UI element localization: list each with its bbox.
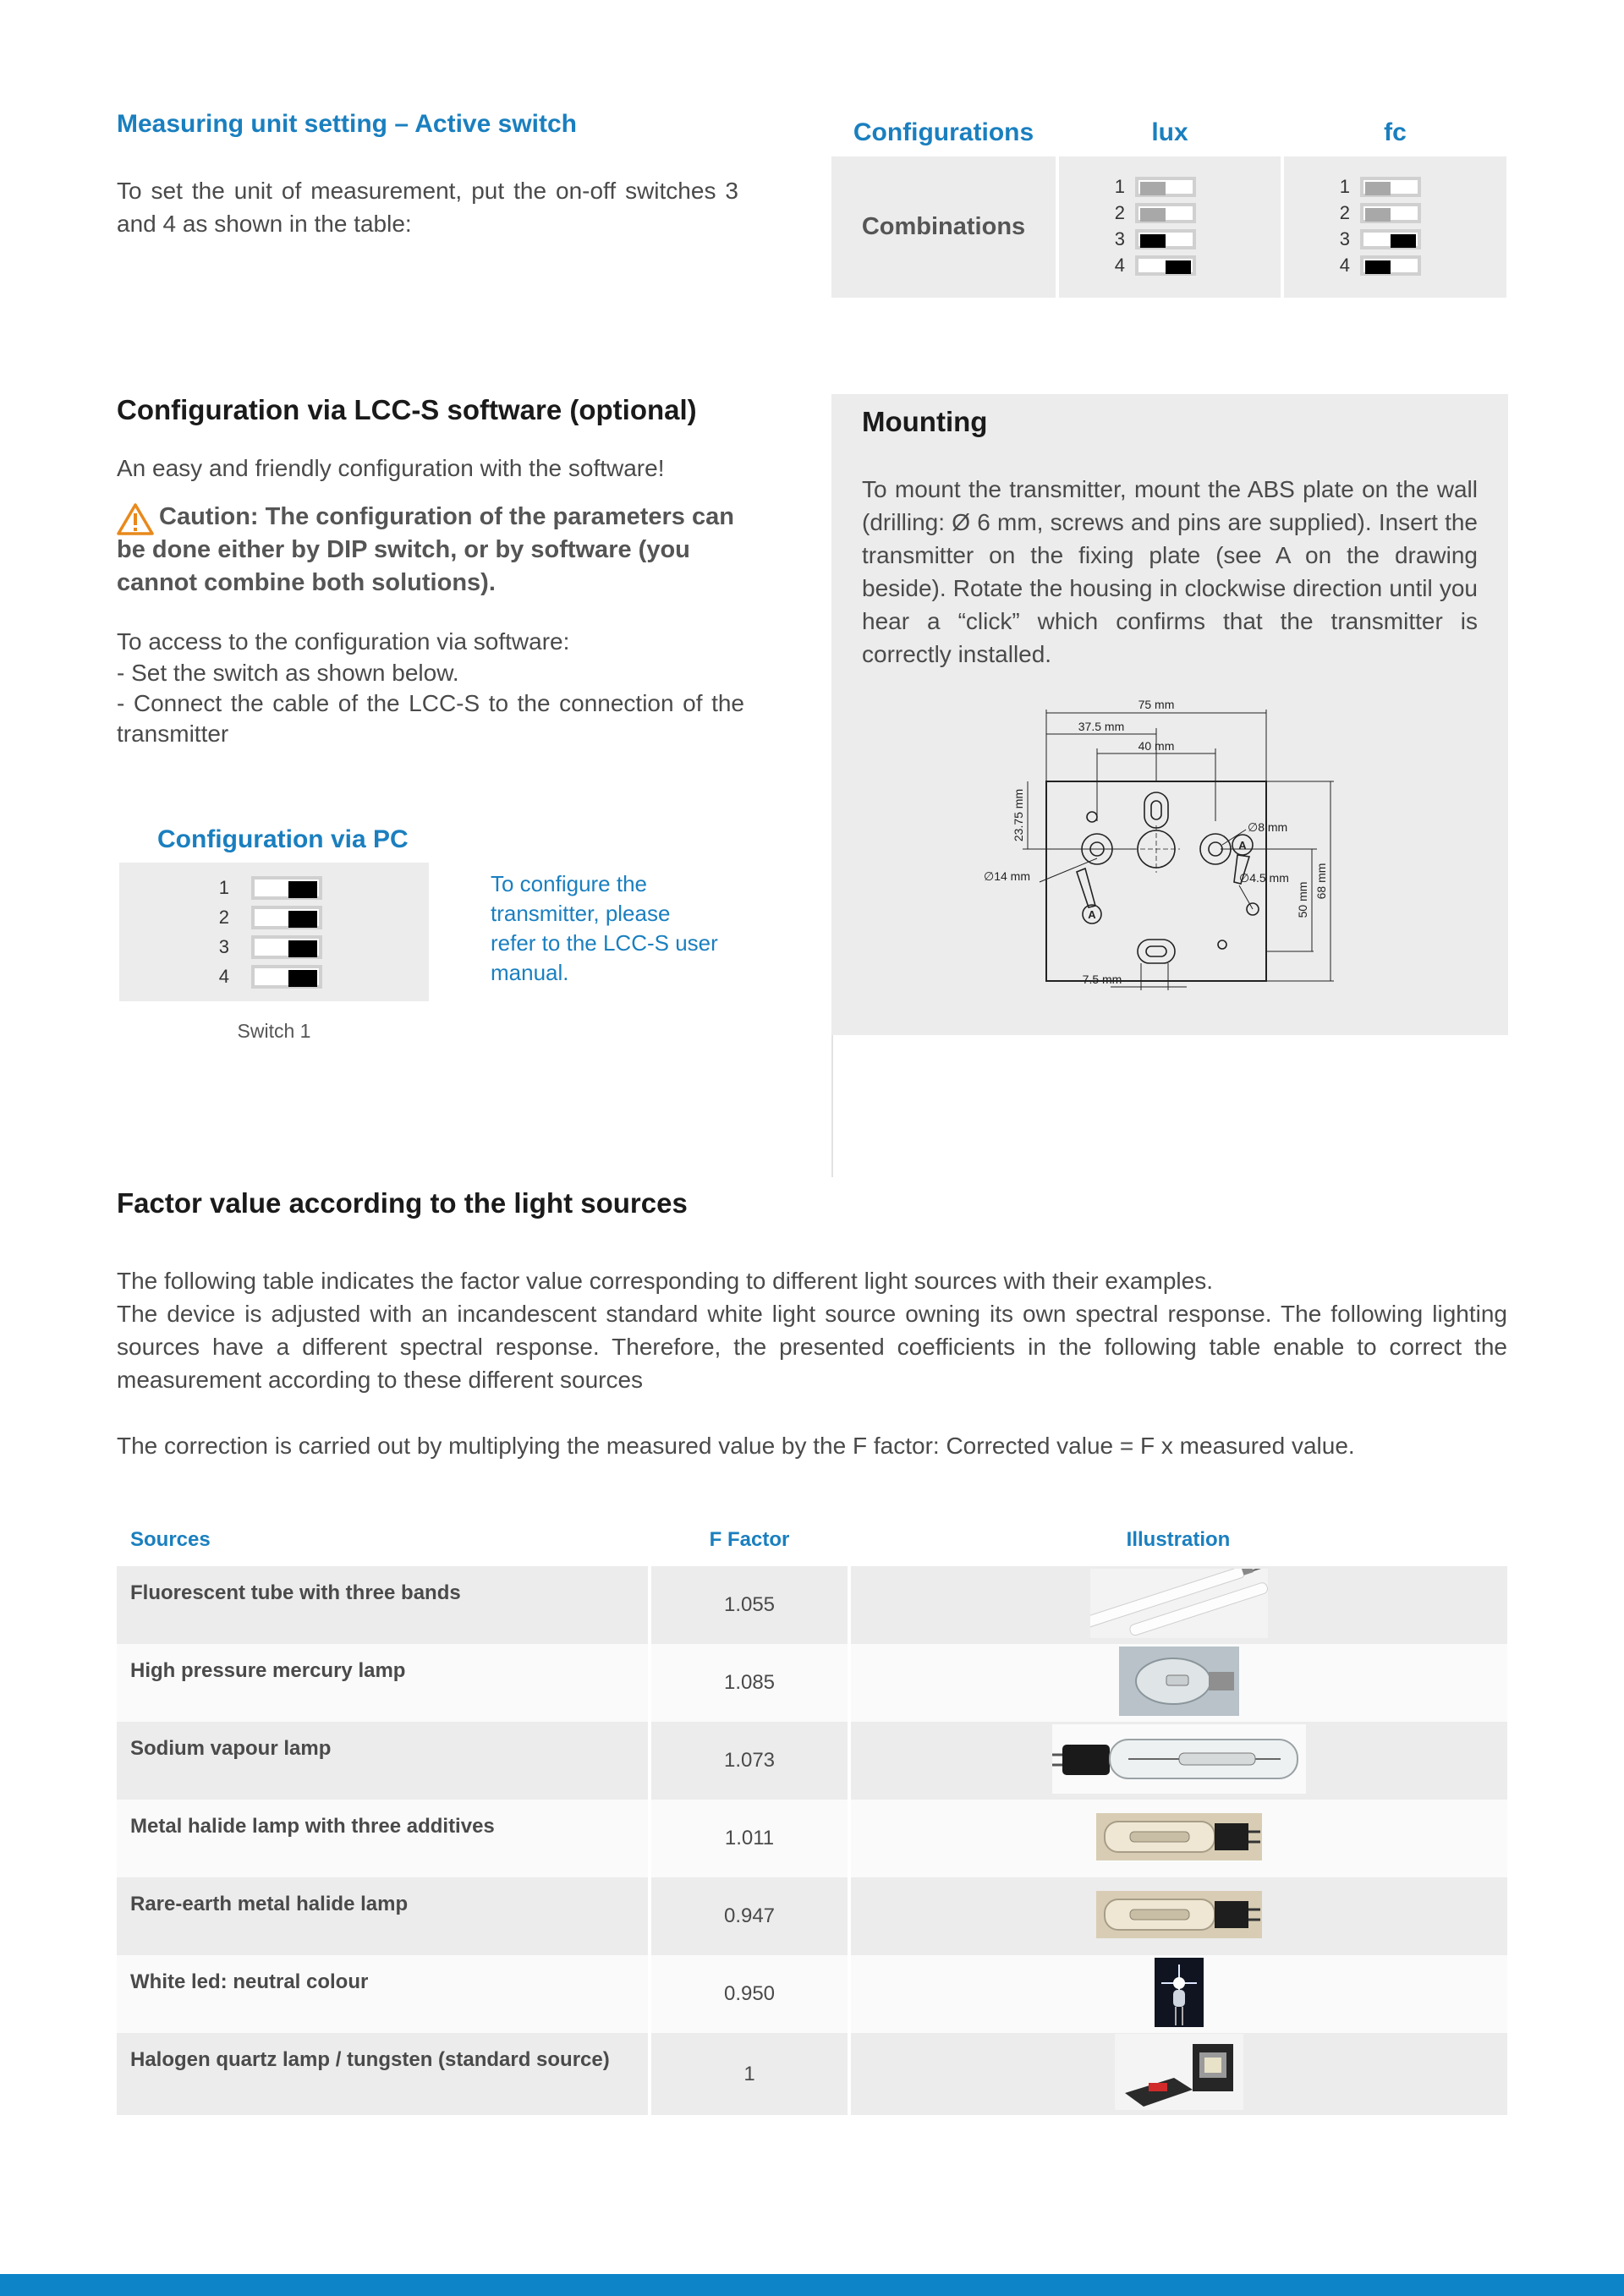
dim-68: 68 mm: [1314, 863, 1328, 900]
fc-dip-switch: [1360, 229, 1421, 249]
caution-text: Caution: The configuration of the parameters can be done either by DIP switch, or by software (you cannot combine both solutions).: [117, 503, 734, 596]
pc-note-line-4: manual.: [491, 960, 569, 985]
software-title: Configuration via LCC-S software (optional): [117, 394, 697, 425]
switch-knob: [1365, 208, 1391, 222]
config-col-fc: fc: [1384, 118, 1407, 146]
row-illustration: [849, 1722, 1507, 1800]
dim-14: ∅14 mm: [984, 869, 1030, 883]
switch-knob: [1365, 260, 1391, 274]
switch-knob: [288, 911, 317, 928]
row-source: Rare-earth metal halide lamp: [117, 1877, 650, 1955]
measuring-title: Measuring unit setting – Active switch: [117, 110, 577, 138]
halogen-lamp-image: [1115, 2034, 1243, 2110]
fc-switch-number: 3: [1339, 228, 1350, 249]
factor-p3: The correction is carried out by multiplying the measured value by the F factor: Corrected value = F x measured value.: [117, 1433, 1355, 1459]
switch-knob: [1365, 182, 1391, 195]
pc-switch-number: 1: [218, 876, 229, 898]
lux-dip-switch: [1135, 177, 1196, 197]
pc-switch-caption: Switch 1: [237, 1020, 311, 1042]
lux-switch-row: [1108, 200, 1196, 226]
fc-switch-row: [1333, 252, 1421, 278]
fc-switch-row: [1333, 200, 1421, 226]
dim-8: ∅8 mm: [1248, 820, 1288, 834]
pc-switch-number: 4: [218, 965, 229, 987]
access-line-3: - Connect the cable of the LCC-S to the connection of the transmitter: [117, 690, 744, 747]
row-f-factor: 1: [650, 2033, 849, 2115]
row-illustration: [849, 1877, 1507, 1955]
lux-dip-switch: [1135, 229, 1196, 249]
switch-knob: [1140, 208, 1166, 222]
table-row: [117, 1644, 1507, 1722]
switch-knob: [288, 970, 317, 987]
switch-knob: [288, 940, 317, 957]
switch-knob: [1140, 234, 1166, 248]
access-line-1: To access to the configuration via software:: [117, 628, 570, 655]
fc-dip-switch: [1360, 177, 1421, 197]
row-illustration: [849, 1955, 1507, 2033]
dim-75: 75 mm: [1138, 698, 1175, 711]
row-f-factor: 1.011: [650, 1800, 849, 1877]
pc-config-note: [491, 869, 718, 988]
lux-dip-switch: [1135, 203, 1196, 223]
table-row: [117, 1800, 1507, 1877]
lux-switches: [1108, 173, 1196, 278]
col-sources: Sources: [130, 1528, 211, 1551]
lux-switch-cell: [1059, 156, 1281, 298]
lux-switch-number: 4: [1114, 255, 1125, 276]
measuring-text: To set the unit of measurement, put the on-off switches 3 and 4 as shown in the table:: [117, 178, 738, 237]
row-illustration: [849, 1800, 1507, 1877]
row-f-factor: 1.073: [650, 1722, 849, 1800]
white-led-image: [1155, 1958, 1204, 2027]
footer-bar: [0, 2274, 1624, 2296]
access-instructions: [117, 626, 744, 749]
row-source: Metal halide lamp with three additives: [117, 1800, 650, 1877]
col-illustration: Illustration: [1126, 1528, 1231, 1551]
dim-37: 37.5 mm: [1078, 720, 1125, 733]
pc-config-title: Configuration via PC: [157, 825, 409, 853]
pc-note-line-2: transmitter, please: [491, 901, 671, 926]
mercury-lamp-image: [1119, 1647, 1239, 1716]
row-illustration: [849, 2033, 1507, 2115]
row-illustration: [849, 1644, 1507, 1722]
table-row: [117, 1722, 1507, 1800]
row-illustration: [849, 1566, 1507, 1644]
row-source: Fluorescent tube with three bands: [117, 1566, 650, 1644]
pc-dip-switch: [251, 935, 322, 959]
row-f-factor: 0.947: [650, 1877, 849, 1955]
pc-switch-row: [212, 932, 322, 962]
switch-knob: [1140, 182, 1166, 195]
factor-p2: The device is adjusted with an incandescent standard white light source owning its own spectral response. The following lighting sources have a different spectral response. Therefore, the presented coefficients in the following table enable to correct the measurement according to these different sources: [117, 1301, 1507, 1393]
row-source: White led: neutral colour: [117, 1955, 650, 2033]
factor-p1: The following table indicates the factor value corresponding to different light sources with their examples.: [117, 1268, 1213, 1294]
pc-note-line-3: refer to the LCC-S user: [491, 930, 718, 956]
fc-switch-row: [1333, 173, 1421, 200]
rare-earth-lamp-image: [1096, 1891, 1262, 1938]
switch-knob: [288, 881, 317, 898]
dim-40: 40 mm: [1138, 739, 1175, 753]
pc-dip-switch: [251, 965, 322, 989]
pc-dip-switch: [251, 906, 322, 929]
table-row: [117, 1955, 1507, 2033]
fluorescent-tube-image: [1090, 1569, 1268, 1638]
fc-dip-switch: [1360, 203, 1421, 223]
row-source: Halogen quartz lamp / tungsten (standard source): [117, 2033, 650, 2115]
switch-knob: [1166, 260, 1191, 274]
pc-switch-row: [212, 873, 322, 902]
caution-block: [117, 501, 743, 600]
mounting-drawing: [984, 694, 1390, 995]
switch-knob: [1391, 234, 1416, 248]
fc-dip-switch: [1360, 255, 1421, 276]
table-row: [117, 1566, 1507, 1644]
pc-switch-number: 3: [218, 935, 229, 957]
pc-switch-panel: [119, 863, 429, 1001]
lux-switch-row: [1108, 173, 1196, 200]
lux-switch-row: [1108, 226, 1196, 252]
mark-a-left: A: [1088, 908, 1096, 921]
dim-7: 7.5 mm: [1082, 973, 1122, 986]
mark-a-right: A: [1238, 839, 1247, 852]
table-row: [117, 1877, 1507, 1955]
access-line-2: - Set the switch as shown below.: [117, 660, 459, 686]
table-row: [117, 2033, 1507, 2115]
metal-halide-image: [1096, 1813, 1262, 1860]
combinations-label: Combinations: [861, 213, 1026, 240]
fc-switches: [1333, 173, 1421, 278]
mounting-panel: [831, 394, 1508, 1035]
pc-switch-number: 2: [218, 906, 229, 928]
warning-icon: [117, 502, 154, 536]
lux-dip-switch: [1135, 255, 1196, 276]
pc-switches: [212, 873, 322, 991]
row-f-factor: 1.055: [650, 1566, 849, 1644]
sodium-lamp-image: [1052, 1724, 1306, 1794]
software-intro: An easy and friendly configuration with the software!: [117, 455, 665, 481]
mounting-title: Mounting: [862, 406, 988, 437]
fc-switch-row: [1333, 226, 1421, 252]
config-col-lux: lux: [1151, 118, 1188, 146]
lux-switch-row: [1108, 252, 1196, 278]
fc-switch-cell: [1284, 156, 1506, 298]
lux-switch-number: 2: [1114, 202, 1125, 223]
fc-switch-number: 4: [1339, 255, 1350, 276]
lux-switch-number: 3: [1114, 228, 1125, 249]
dim-50: 50 mm: [1296, 881, 1309, 918]
fc-switch-number: 2: [1339, 202, 1350, 223]
row-source: Sodium vapour lamp: [117, 1722, 650, 1800]
mounting-text: To mount the transmitter, mount the ABS plate on the wall (drilling: Ø 6 mm, screws and pins are supplied). Insert the transmitter on the fixing plate (see A on the drawing beside). Rotate the housing in clockwise direction until you hear a “click” which confirms that the transmitter is correctly installed.: [862, 476, 1478, 667]
pc-switch-row: [212, 902, 322, 932]
row-f-factor: 0.950: [650, 1955, 849, 2033]
pc-switch-row: [212, 962, 322, 991]
lux-switch-number: 1: [1114, 176, 1125, 197]
factor-paragraphs: [117, 1264, 1507, 1462]
factor-table: [117, 1514, 1507, 2115]
fc-switch-number: 1: [1339, 176, 1350, 197]
row-f-factor: 1.085: [650, 1644, 849, 1722]
pc-dip-switch: [251, 876, 322, 900]
pc-note-line-1: To configure the: [491, 871, 648, 896]
config-col-configurations: Configurations: [853, 118, 1034, 146]
dim-45: ∅4.5 mm: [1239, 871, 1289, 885]
col-f-factor: F Factor: [709, 1528, 790, 1551]
dim-23: 23.75 mm: [1012, 788, 1025, 842]
row-source: High pressure mercury lamp: [117, 1644, 650, 1722]
combinations-cell: [831, 156, 1056, 298]
factor-title: Factor value according to the light sources: [117, 1187, 688, 1219]
config-table: [831, 118, 1506, 298]
